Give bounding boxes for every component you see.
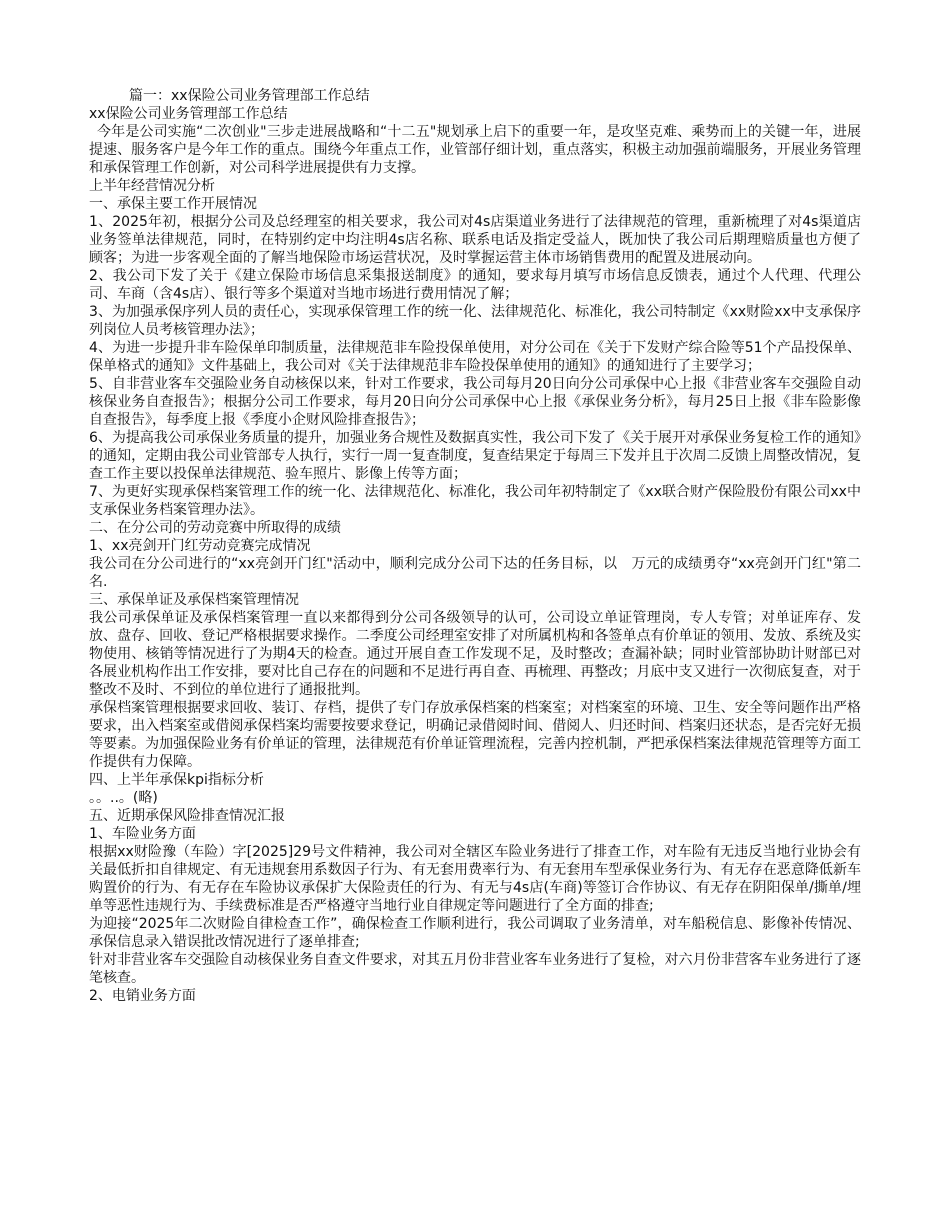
body-paragraph: 。。..。(略) [89,790,158,806]
body-paragraph: 3、为加强承保序列人员的责任心，实现承保管理工作的统一化、法律规范化、标准化，我公司特制定《xx财险xx中支承保序列岗位人员考核管理办法》； [89,304,861,338]
body-paragraph: 5、自非营业客车交强险业务自动核保以来，针对工作要求，我公司每月20日向分公司承保中心上报《非营业客车交强险自动核保业务自查报告》；根据分公司工作要求，每月20日向分公司承保中心上报《承保业务分析》，每月25日上报《非车险影像自查报告》，每季度上报《季度小企财风险排查报告》； [89,376,861,428]
body-paragraph: 4、为进一步提升非车险保单印制质量，法律规范非车险投保单使用，对分公司在《关于下发财产综合险等51个产品投保单、保单格式的通知》文件基础上，我公司对《关于法律规范非车险投保单使用的通知》的通知进行了主要学习； [89,340,861,374]
intro-paragraph: 今年是公司实施“二次创业"三步走进展战略和“十二五"规划承上启下的重要一年，是攻坚克难、乘势而上的关键一年，进展提速、服务客户是今年工作的重点。围绕今年重点工作，业管部仔细计划，重点落实，积极主动加强前端服务，开展业务管理和承保管理工作创新，对公司科学进展提供有力支撑。 [89,124,861,176]
section-heading: 三、承保单证及承保档案管理情况 [89,592,299,608]
section-heading: 四、上半年承保kpi指标分析 [89,772,264,788]
document-subtitle: xx保险公司业务管理部工作总结 [89,106,288,122]
subsection-heading: 2、电销业务方面 [89,988,196,1004]
body-paragraph: 我公司在分公司进行的“xx亮剑开门红"活动中，顺利完成分公司下达的任务目标，以 万元的成绩勇夺“xx亮剑开门红"第二名. [89,556,861,590]
body-paragraph: 针对非营业客车交强险自动核保业务自查文件要求，对其五月份非营业客车业务进行了复检，对六月份非营客车业务进行了逐笔核查。 [89,952,861,986]
subsection-heading: 1、xx亮剑开门红劳动竞赛完成情况 [89,538,311,554]
document-body [89,87,861,1005]
section-heading: 一、承保主要工作开展情况 [89,196,257,212]
body-paragraph: 2、我公司下发了关于《建立保险市场信息采集报送制度》的通知，要求每月填写市场信息反馈表，通过个人代理、代理公司、车商（含4s店）、银行等多个渠道对当地市场进行费用情况了解； [89,268,861,302]
section-heading: 二、在分公司的劳动竞赛中所取得的成绩 [89,520,341,536]
document-title: 篇一：xx保险公司业务管理部工作总结 [129,88,370,104]
body-paragraph: 我公司承保单证及承保档案管理一直以来都得到分公司各级领导的认可，公司设立单证管理岗，专人专管；对单证库存、发放、盘存、回收、登记严格根据要求操作。二季度公司经理室安排了对所属机构和各签单点有价单证的领用、发放、系统及实物使用、核销等情况进行了为期4天的检查。通过开展自查工作发现不足，及时整改；查漏补缺；同时业管部协助计财部已对各展业机构作出工作安排，要对比自己存在的问题和不足进行再自查、再梳理、再整改；月底中支又进行一次彻底复查，对于整改不及时、不到位的单位进行了通报批判。 [89,610,861,698]
section-heading: 五、近期承保风险排查情况汇报 [89,808,285,824]
body-paragraph: 6、为提高我公司承保业务质量的提升，加强业务合规性及数据真实性，我公司下发了《关于展开对承保业务复检工作的通知》的通知，定期由我公司业管部专人执行，实行一周一复查制度，复查结果定于每周三下发并且于次周二反馈上周整改情况，复查工作主要以投保单法律规范、验车照片、影像上传等方面； [89,430,861,482]
subsection-heading: 1、车险业务方面 [89,826,196,842]
body-paragraph: 根据xx财险豫（车险）字[2025]29号文件精神，我公司对全辖区车险业务进行了排查工作，对车险有无违反当地行业协会有关最低折扣自律规定、有无违规套用系数因子行为、有无套用费率行为、有无套用车型承保业务行为、有无存在恶意降低新车购置价的行为、有无存在车险协议承保扩大保险责任的行为、有无与4s店(车商)等签订合作协议、有无存在阴阳保单/撕单/埋单等恶性违规行为、手续费标准是否严格遵守当地行业自律规定等问题进行了全方面的排查; [89,844,861,914]
body-paragraph: 1、2025年初，根据分公司及总经理室的相关要求，我公司对4s店渠道业务进行了法律规范的管理，重新梳理了对4s渠道店业务签单法律规范，同时，在特别约定中均注明4s店名称、联系电话及指定受益人，既加快了我公司后期理赔质量也方便了顾客；为进一步客观全面的了解当地保险市场运营状况，及时掌握运营主体市场销售费用的配置及进展动向。 [89,214,861,266]
body-paragraph: 承保档案管理根据要求回收、装订、存档，提供了专门存放承保档案的档案室；对档案室的环境、卫生、安全等问题作出严格要求，出入档案室或借阅承保档案均需要按要求登记，明确记录借阅时间、借阅人、归还时间、档案归还状态，是否完好无损等要素。为加强保险业务有价单证的管理，法律规范有价单证管理流程，完善内控机制，严把承保档案法律规范管理等方面工作提供有力保障。 [89,700,861,770]
body-paragraph: 7、为更好实现承保档案管理工作的统一化、法律规范化、标准化，我公司年初特制定了《xx联合财产保险股份有限公司xx中支承保业务档案管理办法》。 [89,484,861,518]
section-heading: 上半年经营情况分析 [89,178,215,194]
body-paragraph: 为迎接“2025年二次财险自律检查工作”，确保检查工作顺利进行，我公司调取了业务清单，对车船税信息、影像补传情况、承保信息录入错误批改情况进行了逐单排查; [89,916,861,950]
